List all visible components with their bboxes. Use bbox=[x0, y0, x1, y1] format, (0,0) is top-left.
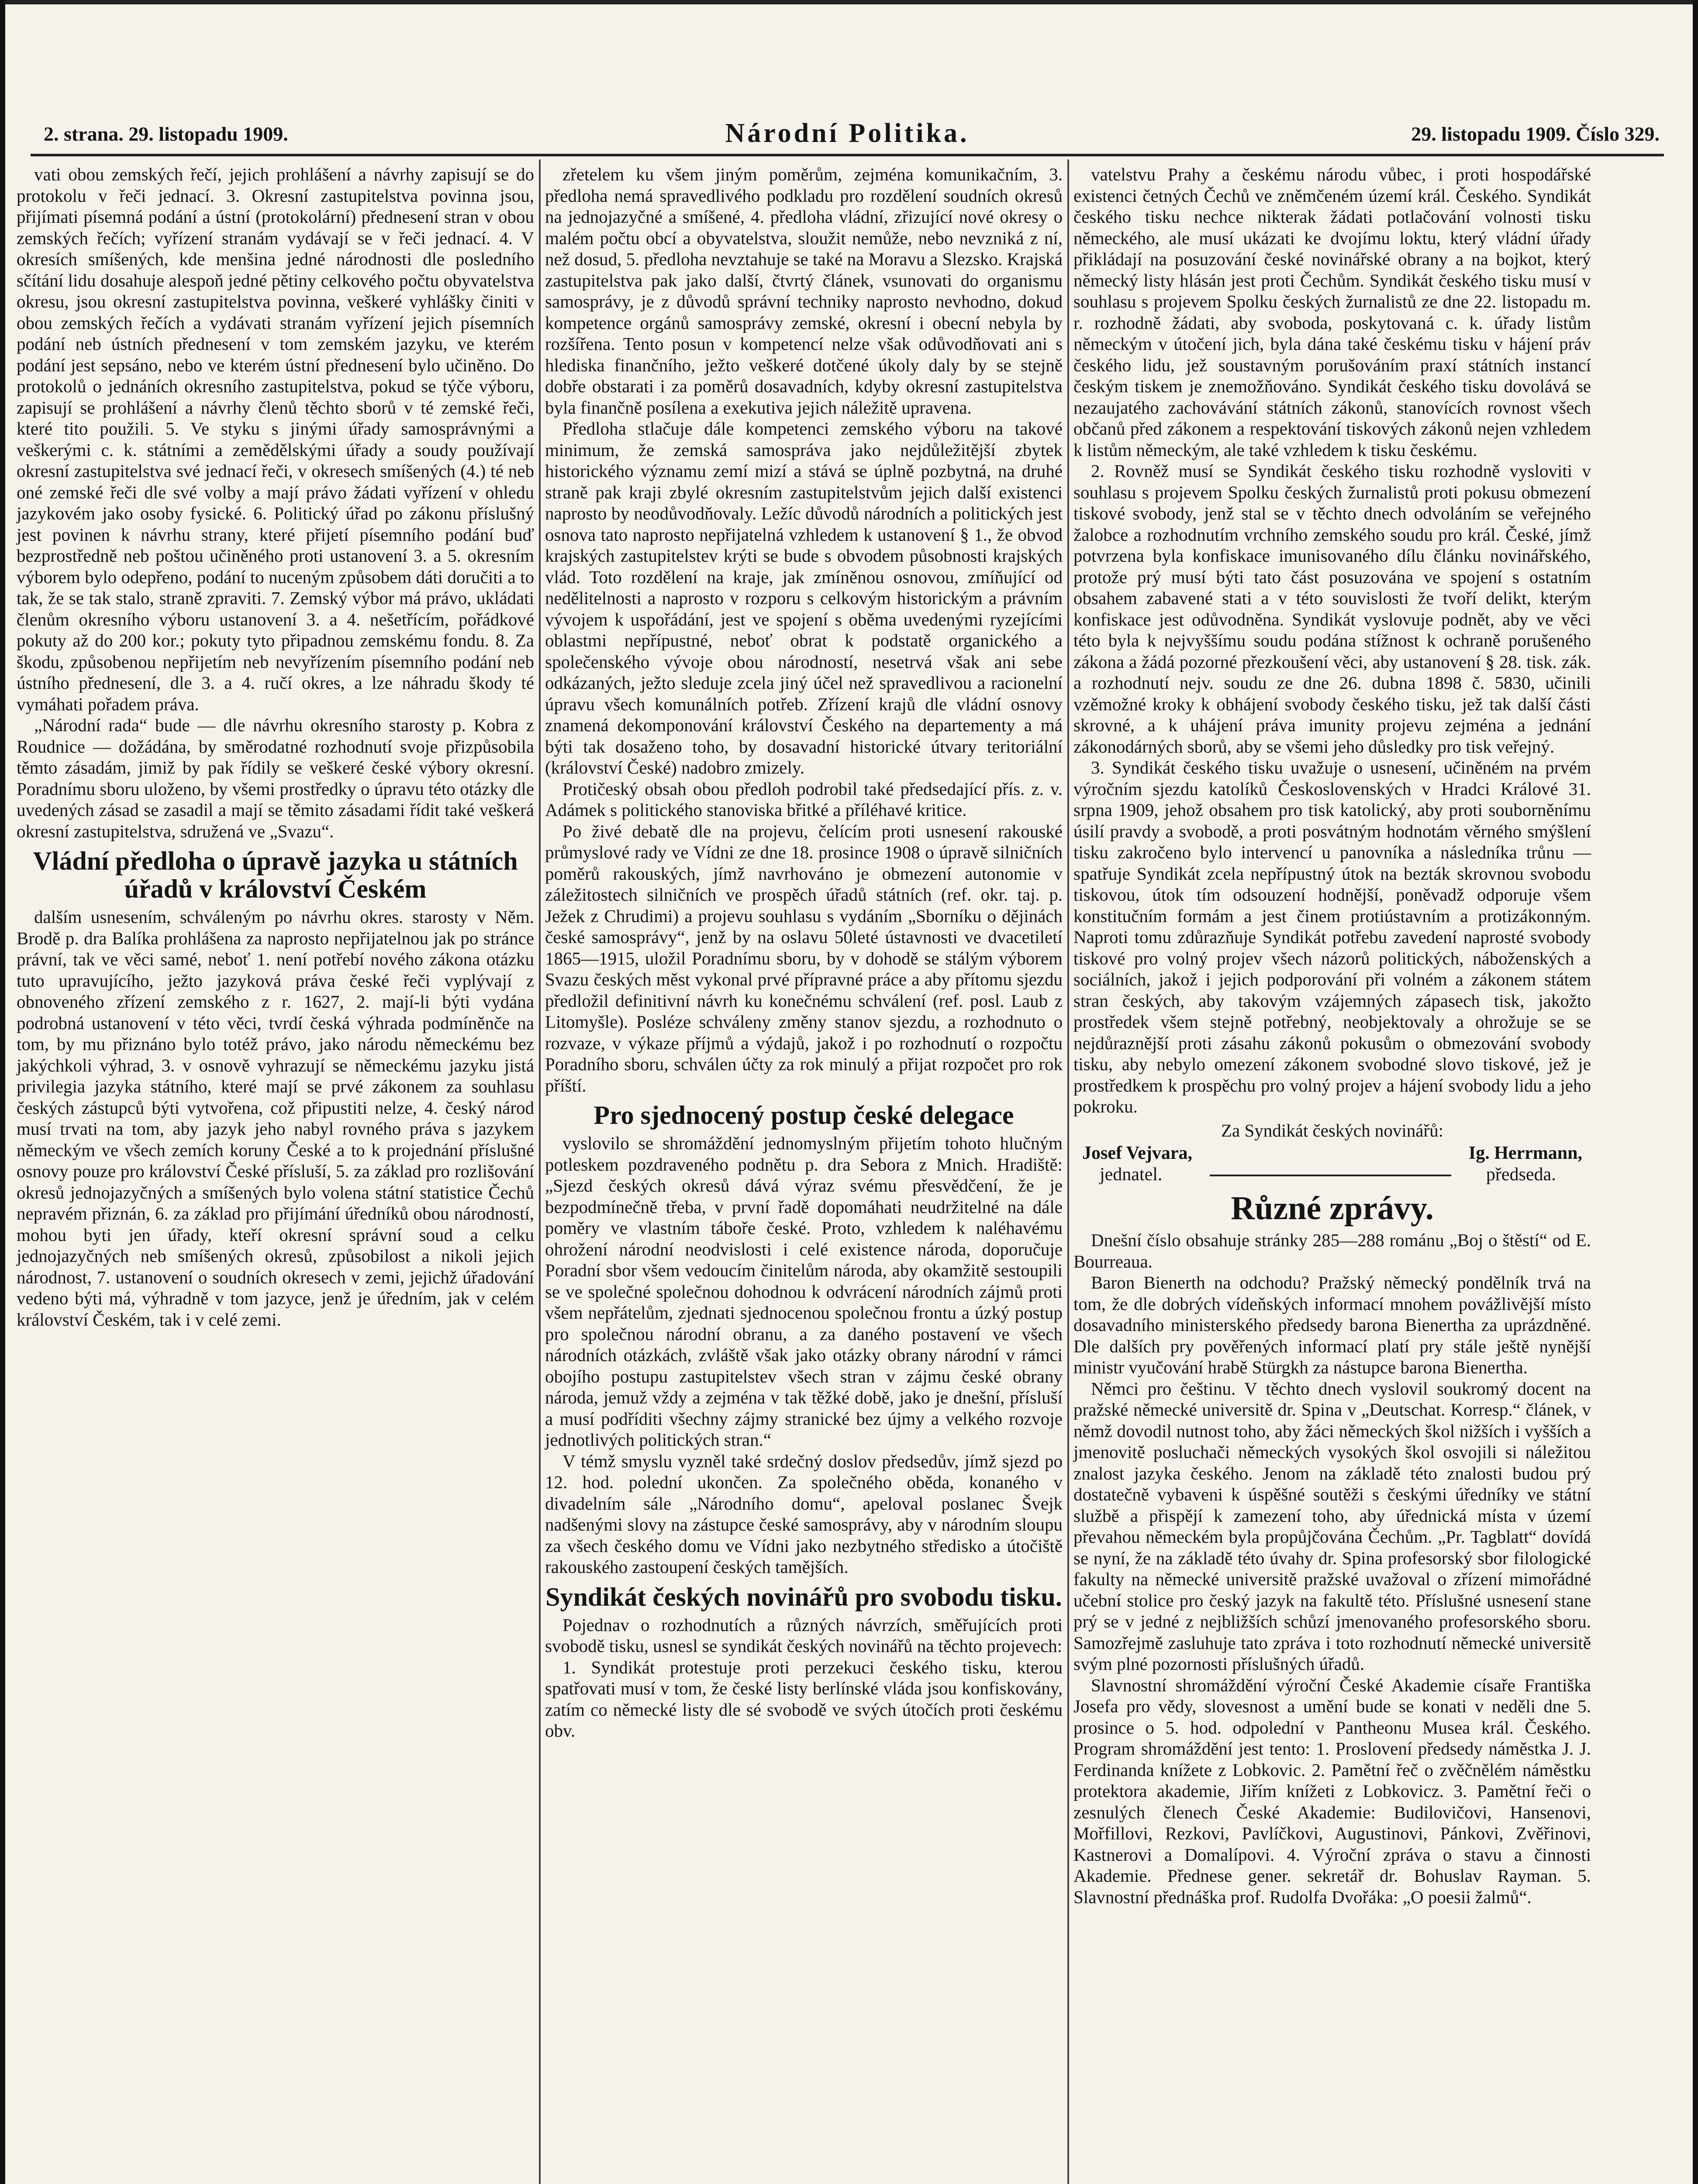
signature-right bbox=[1469, 1143, 1582, 1185]
header-rule bbox=[31, 154, 1664, 156]
signature-block bbox=[1082, 1143, 1582, 1185]
article-heading: Vládní předloha o úpravě jazyka u státních úřadů v království Českém bbox=[33, 847, 518, 903]
article-paragraph: vatelstvu Prahy a českému národu vůbec, i proti hospodářské existenci četných Čechů ve zněmčeném území král. Českého. Syndikát českého tisku nechce nikterak žádati potlačování volnosti tisku německého, ale musí ukázati ke dvojímu loktu, který vládní úřady přikládají na posuzování české novinářské obrany a na bojkot, který německý listy hlásán jest proti Čechům. Syndikát českého tisku musí v souhlasu s projevem Spolku českých žurnalistů ze dne 22. listopadu m. r. rozhodně žádati, aby svoboda, poskytovaná c. k. úřady listům německým v útočení jich, byla dána také českému tisku v hájení práv českého lidu, jež soustavným porušováním praxí státních instancí českým tiskem je znemožňováno. Syndikát českého tisku dovolává se nezaujatého zachovávání státních zákonů, stanovících rovnost všech občanů před zákonem a respektování tiskových zákonů nejen vzhledem k listům německým, ale také vzhledem k tisku českému. bbox=[1073, 164, 1591, 460]
signature-left bbox=[1082, 1143, 1192, 1185]
column-3 bbox=[1073, 164, 1591, 1908]
news-item: Baron Bienerth na odchodu? Pražský německý pondělník trvá na tom, že dle dobrých vídeňských informací mnohem povážlivější místo dosavadního ministerského předsedy barona Bienertha za uprázdněné. Dle dalších pry pověřených informací platí pry stále ještě nynější ministr vyučování hrabě Stürgkh za nástupce barona Bienertha. bbox=[1073, 1272, 1591, 1377]
issue-page-date: 2. strana. 29. listopadu 1909. bbox=[44, 123, 288, 145]
masthead bbox=[17, 118, 1677, 157]
article-paragraph: vati obou zemských řečí, jejich prohlášení a návrhy zapisují se do protokolu v řeči jednací. 3. Okresní zastupitelstva povinna jsou, přijímati písemná podání a ústní (protokolární) přednesení stran v obou zemských řečích; vyřízení stranám vydávají se v řeči jednací. 4. V okresích smíšených, kde menšina jedné národnosti dle posledního sčítání lidu dosahuje alespoň jedné pětiny celkového počtu obyvatelstva okresu, jsou okresní zastupitelstva povinna, veškeré vyhlášky činiti v obou zemských řečích a vydávati stranám vyřízení jejich písemních podání neb ústních přednesení v tom zemském jazyku, ve kterém podání jest sepsáno, nebo ve kterém ústní přednesení bylo učiněno. Do protokolů o jednáních okresního zastupitelstva, pokud se týče výboru, zapisují se prohlášení a návrhy členů těchto sborů v té zemské řeči, které tito použili. 5. Ve styku s jinými úřady samosprávnými a veškerými c. k. státními a zemědělskými úřady a soudy používají okresní zastupitelstva své jednací řeči, v okresech smíšených (4.) té neb oné zemské řeči dle své volby a mají právo žádati vyřízení v ohledu jazykovém jako osoby fysické. 6. Politický úřad po zákonu příslušný jest povinen k návrhu strany, které přijetí písemního podání buď bezprostředně neb poštou učiněného proti ustanovení 3. a 5. okresním výborem bylo odepřeno, podání to nuceným způsobem dáti doručiti a to tak, že se tak stalo, straně zpraviti. 7. Zemský výbor má právo, ukládati členům okresního výboru ustanovení 3. a 4. nešetřícím, pořádkové pokuty až do 200 kor.; pokuty tyto připadnou zemskému fondu. 8. Za škodu, způsobenou nepřijetím neb nevyřízením písemního podání neb ústního přednesení, dle 3. a 4. ručí okres, a lze náhradu škody té vymáhati pořadem práva. bbox=[17, 164, 534, 714]
issue-date-number: 29. listopadu 1909. Číslo 329. bbox=[1411, 123, 1660, 145]
scan-edge-right bbox=[1693, 0, 1698, 2184]
signature-divider bbox=[1210, 1143, 1451, 1176]
signatory-role: předseda. bbox=[1486, 1164, 1556, 1185]
scan-edge-left bbox=[0, 0, 5, 2184]
column-divider bbox=[1067, 159, 1069, 2184]
column-divider bbox=[539, 159, 541, 2184]
signatory-name: Josef Vejvara, bbox=[1082, 1143, 1192, 1163]
article-paragraph: 2. Rovněž musí se Syndikát českého tisku rozhodně vysloviti v souhlasu s projevem Spolku českých žurnalistů proti pokusu obmezení tiskové svobody, jenž stal se v těchto dnech odvoláním se veřejného žalobce a rozhodnutím vrchního zemského soudu pro král. České, jímž potvrzena byla konfiskace imunisovaného dílu článku novinářského, protože prý musí býti tato část posuzována ve spojení s ostatním obsahem zabavené stati a v této souvislosti že tvoří delikt, kterým konfiskace jest odůvodněna. Syndikát vyslovuje podnět, aby ve věci této byla k nejvyššímu soudu podána stížnost k ochraně porušeného zákona a žádá pozorné přezkoušení věci, aby ustanovení § 28. tisk. zák. a rozhodnutí nejv. soudu ze dne 26. dubna 1898 č. 5830, učinili vzěmožné kroky k obhájení svobody českého tisku, jež tak další části skrovné, a k uhájení práva imunity projevu zejména a jednání zákonodárných sborů, aby se všemi jeho důsledky pro tisk veřejný. bbox=[1073, 461, 1591, 757]
news-item: Dnešní číslo obsahuje stránky 285—288 románu „Boj o štěstí“ od E. Bourreaua. bbox=[1073, 1230, 1591, 1272]
signatory-role: jednatel. bbox=[1100, 1164, 1163, 1185]
article-paragraph: Protičeský obsah obou předloh podrobil také předsedající přís. z. v. Adámek s politického stanoviska břitké a příléhavé kritice. bbox=[545, 778, 1063, 820]
column-1 bbox=[17, 164, 534, 1330]
newspaper-title: Národní Politika. bbox=[725, 118, 970, 148]
article-heading: Syndikát českých novinářů pro svobodu tisku. bbox=[545, 1582, 1062, 1611]
article-paragraph: vyslovilo se shromáždění jednomyslným přijetím tohoto hlučným potleskem pozdraveného podnětu p. dra Sebora z Mnich. Hradiště: „Sjezd českých okresů dává výraz svému přesvědčení, že je bezpodmínečně třeba, v první řadě dopomáhati neudržitelné na dále poměry ve vlastním táboře české. Proto, vzhledem k naléhavému ohrožení národní neodvislosti i celé existence národa, doporučuje Poradní sbor všem vedoucím činitelům národa, aby okamžitě sestoupili se ve společné společnou dohodnou k odvrácení národních zájmů proti všem nepřátelům, zjednati sjednocenou společnou frontu a úzký postup pro společnou národní obranu, a za daného postavení ve všech národních otázkách, zvláště však jako otázky obrany národní v rámci obojího postupu zastupitelstev všech stran v zájmu české obrany národa, jemuž vždy a zejména v tak těžké době, jako je dnešní, přísluší a musí podříditi všechny zájmy stranické bez újmy a velkého rozvoje jednotlivých politických stran.“ bbox=[545, 1133, 1063, 1450]
news-item: Slavnostní shromáždění výroční České Akademie císaře Františka Josefa pro vědy, slovesnost a umění bude se konati v neděli dne 5. prosince o 5. hod. odpolední v Pantheonu Musea král. Českého. Program shromáždění jest tento: 1. Proslovení předsedy náměstka J. J. Ferdinanda knížete z Lobkovic. 2. Pamětní řeč o zvěčnělém náměstku protektora akademie, Jiřím knížeti z Lobkovicz. 3. Pamětní řeči o zesnulých členech České Akademie: Budilovičovi, Hansenovi, Mořfillovi, Rezkovi, Pavlíčkovi, Augustinovi, Pánkovi, Zvěřinovi, Kastnerovi a Domalípovi. 4. Výroční zpráva o stavu a činnosti Akademie. Přednese gener. sekretář dr. Bohuslav Rayman. 5. Slavnostní přednáška prof. Rudolfa Dvořáka: „O poesii žalmů“. bbox=[1073, 1675, 1591, 1907]
section-heading: Různé zprávy. bbox=[1231, 1190, 1434, 1227]
news-item: Němci pro češtinu. V těchto dnech vyslovil soukromý docent na pražské německé universitě dr. Spina v „Deutschat. Korresp.“ článek, v němž dovodil nutnost toho, aby žáci německých škol nižších i vyšších a jmenovitě posluchači německých vysokých škol osvojili si náležitou znalost jazyka českého. Jenom na základě této znalosti budou prý dostatečně vybaveni k úspěšné soutěži s českými úředníky ve státní službě a přispějí k zamezení toho, aby úřednická místa v území převahou německém byla propůjčována Čechům. „Pr. Tagblatt“ dovídá se nyní, že na základě této úvahy dr. Spina profesorský sbor filologické fakulty na německé universitě pražské uvažoval o zřízení mimořádné učební stolice pro český jazyk na fakultě této. Příslušné usnesení stane prý se v jedné z nejbližších schůzí jmenovaného profesorského sboru. Samozřejmě zasluhuje tato zpráva i toto rozhodnutí německé universitě svým plné pozornosti příslušných úřadů. bbox=[1073, 1378, 1591, 1674]
article-paragraph: 1. Syndikát protestuje proti perzekuci českého tisku, kterou spatřovati musí v tom, že české listy berlínské vláda jsou konfiskovány, zatím co německé listy dle sé svobodě ve svých útočích proti českému obv. bbox=[545, 1657, 1063, 1741]
article-paragraph: „Národní rada“ bude — dle návrhu okresního starosty p. Kobra z Roudnice — dožádána, by směrodatné rozhodnutí svoje přizpůsobila těmto zásadám, jimiž by pak řídily se veškeré české výbory okresní. Poradnímu sboru uloženo, by všemi prostředky o úpravu této otázky dle uvedených zásad se zasadil a mají se těmito zásadami řídit také veškerá okresní zastupitelstva, sdružená ve „Svazu“. bbox=[17, 715, 534, 841]
article-paragraph: Pojednav o rozhodnutích a různých návrzích, směřujících proti svobodě tisku, usnesl se syndikát českých novinářů na těchto projevech: bbox=[545, 1614, 1063, 1656]
article-paragraph: 3. Syndikát českého tisku uvažuje o usnesení, učiněném na prvém výročním sjezdu katolíků Československých v Hradci Králové 31. srpna 1909, jehož obsahem pro tisk katolický, aby proti souborněnímu úsilí pravdy a svobodě, a proti posvátným hodnotám věrného smýšlení tisku zakročeno bylo intervencí u panovníka a následníka trůnu — spatřuje Syndikát zcela nepřípustný útok na bezták skrovnou svobodu tiskovou, útok tím odsouzení hodnější, poněvadž odporuje všem konstitučním formám a jest činem protiústavním a protizákonným. Naproti tomu zdůrazňuje Syndikát potřebu zavedení naprosté svobody tiskové pro volný projev všech názorů politických, náboženských a sociálních, jakož i jejich podporování při volném a zákonem státem stran českých, aby takovým vzájemných zápasech tisk, jakožto prostředek všem stejně potřebný, neobjektovaly a ohrožuje se se nejdůraznější proti zásahu zákonů pokusům o obmezování svobody tisku, aby nebylo omezení zákonem svobodné slovo tiskové, jež je prostředkem k prospěchu pro volný projev a hájení svobody lidu a jeho pokroku. bbox=[1073, 757, 1591, 1116]
article-paragraph: Předloha stlačuje dále kompetenci zemského výboru na takové minimum, že zemská samospráva jako nejdůležitější zbytek historického významu zemí mizí a stává se úplně pozbytná, na druhé straně pak kraji zbylé okresním zastupitelstvům jejich další existenci naprosto by neodůvodňovaly. Ležíc důvodů národních a politických jest osnova tato naprosto nepřijatelná vzhledem k ustanovení § 1., že obvod krajských zastupitelstev krýti se bude s obvodem působnosti krajských vlád. Toto rozdělení na kraje, jak zmíněnou osnovou, zmíňující od nedělitelnosti a naprosto v rozporu s celkovým historickým a právním vývojem k uspořádání, jest ve spojení s oběma uvedenými ryzejícími oblastmi nepřípustné, neboť obrat k podstatě organického a společenského vývoje obou národností, nesetrvá však ani sebe odkázaných, ježto sleduje zcela jiný účel než spravedlivou a racionelní úpravu všech komunálních potřeb. Zřízení krajů dle vládní osnovy znamená dekomponování království Českého na departementy a má býti tak dosaženo toho, by dosavadní historické útvary teritoriální (království České) nadobro zmizely. bbox=[545, 418, 1063, 778]
article-paragraph: Po živé debatě dle na projevu, čelícím proti usnesení rakouské průmyslové rady ve Vídni ze dne 18. prosince 1908 o úpravě silničních poměrů rakouských, jímž navrhováno je obmezení autonomie v záležitostech silničních ve prospěch úřadů státních (ref. okr. taj. p. Ježek z Chrudimi) a projevu souhlasu s vydáním „Sborníku o dějinách české samosprávy“, jenž by na oslavu 50leté ústavnosti ve dvacetiletí 1865—1915, uložil Poradnímu sboru, by v dohodě se stálým výborem Svazu českých měst vykonal prvé přípravné práce a aby přítomu sjezdu předložil definitivní návrh ku konečnému schválení (ref. posl. Laub z Litomyšle). Posléze schváleny změny stanov sjezdu, a rozhodnuto o rozvaze, v výkaze příjmů a výdajů, jakož i po rozhodnutí o rozpočtu Poradního sboru, schválen účty za rok minulý a přijat rozpočet pro rok příští. bbox=[545, 821, 1063, 1095]
article-paragraph: dalším usnesením, schváleným po návrhu okres. starosty v Něm. Brodě p. dra Balíka prohlášena za naprosto nepřijatelnou jak po stránce právní, tak ve věci samé, neboť 1. není potřebí nového zákona otázku tuto upravujícího, ježto jazyková práva české řeči vyplývají z obnoveného zřízení zemského z r. 1627, 2. mají-li býti vydána podrobná ustanovení v této věci, tvrdí česká výhrada podmíněnče na tom, by mu přiznáno bylo totéž právo, jako národu německému bez jakýchkoli výhrad, 3. v osnově vyhrazují se německému jazyku jistá privilegia jazyka státního, které mají se prvé zákonem za souhlasu českých zástupců býti vytvořena, což připustiti nelze, 4. český národ musí trvati na tom, aby jazyk jeho nabyl rovného práva s jazykem německým ve všech zemích koruny České a to k projednání příslušné osnovy pouze pro království České přísluší, 5. za základ pro rozlišování okresů jednojazyčných a smíšených bylo volena státní statistice Čechů nepravém přiznán, 6. za základ pro přijímání úředníků obou národností, mohou byti jen úřady, kteří okresní správní soud a celku jednojazyčných neb smíšených okresů, způsobilost a nikoli jejich národnost, 7. ustanovení o soudních okresech v zemi, jejichž úřadování vedeno býti má, výhradně v tom jazyce, jenž je úředním, jak v celém království Českém, tak i v celé zemi. bbox=[17, 907, 534, 1330]
signature-title: Za Syndikát českých novinářů: bbox=[1221, 1120, 1443, 1140]
article-paragraph: zřetelem ku všem jiným poměrům, zejména komunikačním, 3. předloha nemá spravedlivého podkladu pro rozdělení soudních okresů na jednojazyčné a smíšené, 4. předloha vládní, zřizující nové okresy o malém počtu obcí a obyvatelstva, sloužit nemůže, nebo nevzniká z ní, než dosud, 5. předloha nevztahuje se také na Moravu a Slezsko. Krajská zastupitelstva pak jako další, čtvrtý článek, vsunovati do organismu samosprávy, je z důvodů správní techniky naprosto nevhodno, dokud kompetence orgánů samosprávy zemské, okresní i obecní nebyla by rozšířena. Tento posun v kompetencí nelze však odůvodňovati ani s hlediska finančního, ježto veškeré dotčené úkoly daly by se stejně dobře obstarati i za poměrů dosavadních, kdyby okresní zastupitelstva byla finančně posílena a exekutiva jejich náležitě upravena. bbox=[545, 164, 1063, 418]
signatory-name: Ig. Herrmann, bbox=[1468, 1143, 1582, 1163]
article-paragraph: V témž smyslu vyzněl také srdečný doslov předsedův, jímž sjezd po 12. hod. polední ukončen. Za společného oběda, konaného v divadelním sále „Národního domu“, apeloval poslanec Švejk nadšenými slovy na zástupce české samosprávy, aby v národním sloupu za všech českého domu ve Vídni jako nezbytného středisko a útočiště rakouského zastoupení českých tamějších. bbox=[545, 1451, 1063, 1577]
column-2 bbox=[545, 164, 1063, 1742]
article-heading: Pro sjednocený postup české delegace bbox=[594, 1101, 1014, 1130]
scan-edge-top bbox=[0, 0, 1698, 4]
